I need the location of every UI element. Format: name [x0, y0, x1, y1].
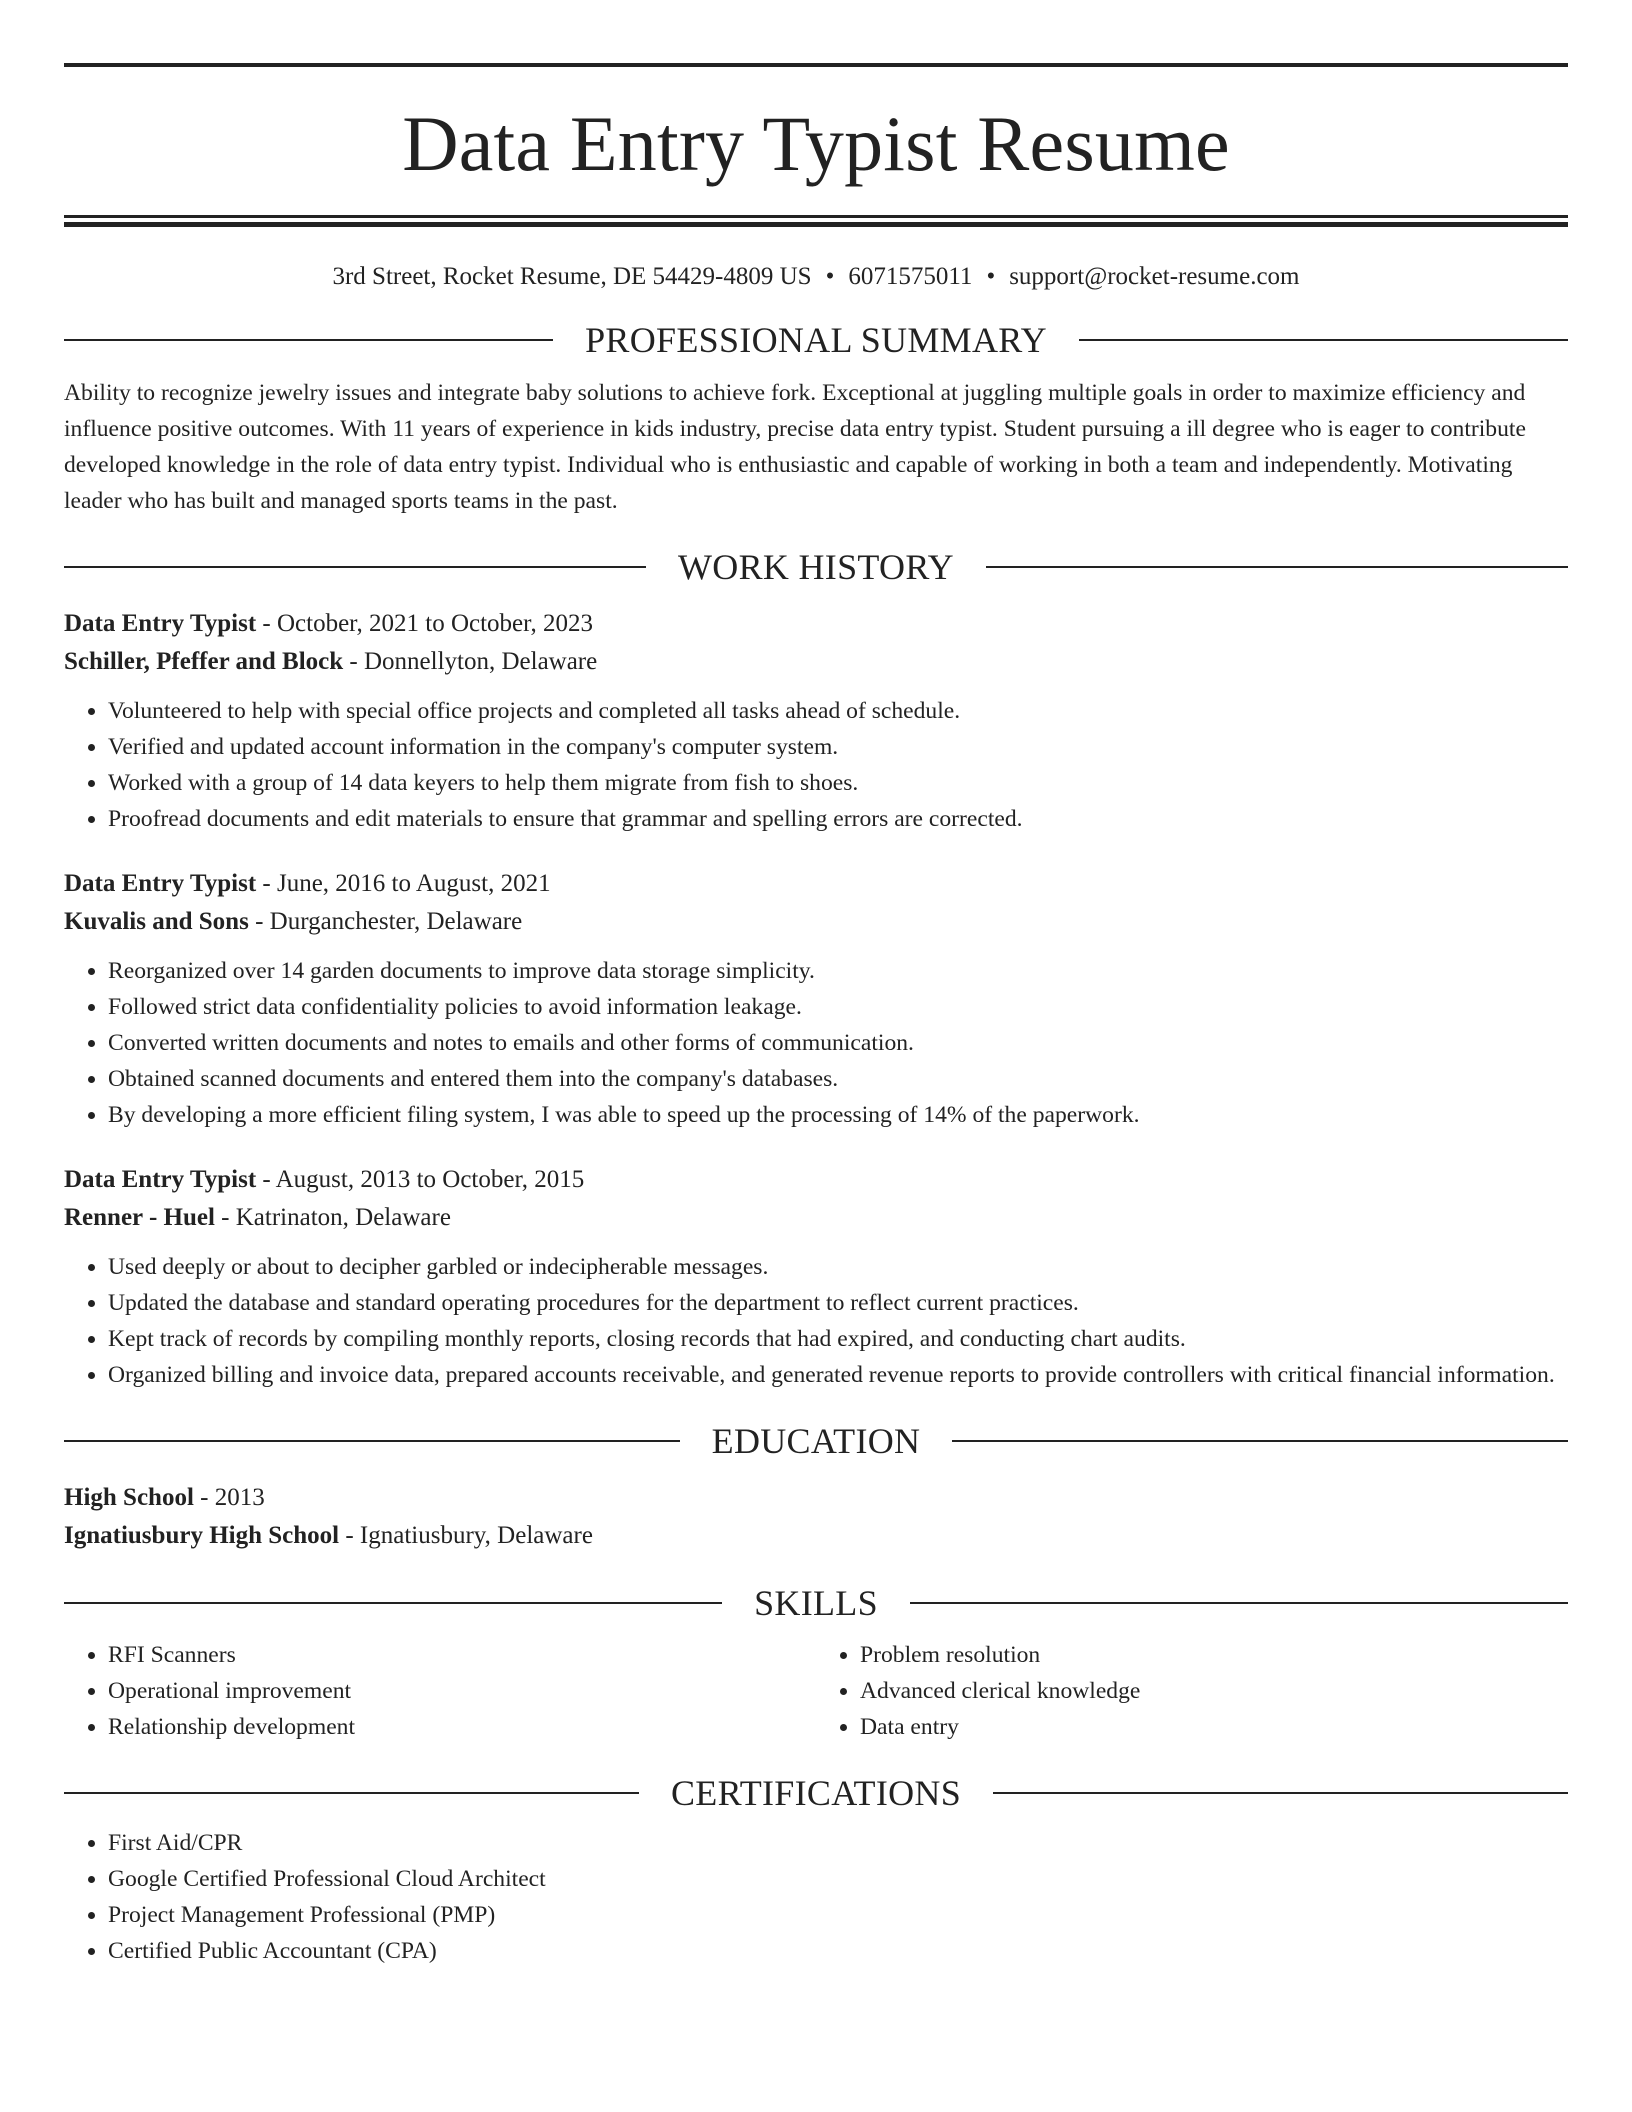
title-double-rule [64, 215, 1568, 227]
job-company: Kuvalis and Sons [64, 908, 249, 935]
job-title: Data Entry Typist [64, 1166, 257, 1193]
job-company-line [64, 643, 1568, 681]
section-title: PROFESSIONAL SUMMARY [585, 320, 1047, 360]
list-item: • By developing a more efficient filing system, I was able to speed up the processing of 14% of the paperwork. [108, 1097, 1568, 1133]
job-location: - Durganchester, Delaware [248, 908, 523, 935]
job-title: Data Entry Typist [64, 610, 257, 637]
contact-email: support@rocket-resume.com [1009, 263, 1300, 290]
list-item: • Organized billing and invoice data, prepared accounts receivable, and generated revenue reports to provide controllers with critical financial information. [108, 1357, 1568, 1393]
section-title: WORK HISTORY [678, 547, 954, 587]
list-item: • Verified and updated account information in the company's computer system. [108, 729, 1568, 765]
education-school-line [64, 1517, 1568, 1555]
resume-title: Data Entry Typist Resume [402, 100, 1230, 187]
divider [64, 1440, 680, 1442]
education-entry [64, 1479, 1568, 1555]
list-item: • Proofread documents and edit materials to ensure that grammar and spelling errors are corrected. [108, 801, 1568, 837]
job-location: - Donnellyton, Delaware [343, 648, 598, 675]
job-bullets [64, 1249, 1568, 1393]
divider [1079, 339, 1568, 341]
job-bullets [64, 693, 1568, 837]
divider [910, 1602, 1568, 1604]
contact-separator: • [986, 263, 996, 290]
job-location: - Katrinaton, Delaware [214, 1204, 451, 1231]
list-item: • Project Management Professional (PMP) [108, 1897, 1568, 1933]
list-item: • Updated the database and standard operating procedures for the department to reflect current practices. [108, 1285, 1568, 1321]
list-item: • Operational improvement [108, 1673, 816, 1709]
list-item: • Problem resolution [860, 1637, 1568, 1673]
education-year: - 2013 [193, 1484, 265, 1511]
divider [986, 566, 1568, 568]
list-item: • Kept track of records by compiling monthly reports, closing records that had expired, and conducting chart audits. [108, 1321, 1568, 1357]
divider [993, 1792, 1568, 1794]
job-company: Schiller, Pfeffer and Block [64, 648, 344, 675]
job-dates: - August, 2013 to October, 2015 [256, 1166, 585, 1193]
list-item: • RFI Scanners [108, 1637, 816, 1673]
section-header-skills [64, 1583, 1568, 1623]
job-dates: - June, 2016 to August, 2021 [256, 870, 551, 897]
list-item: • Obtained scanned documents and entered them into the company's databases. [108, 1061, 1568, 1097]
skills-list-left [64, 1637, 816, 1745]
education-degree: High School [64, 1484, 194, 1511]
contact-line [64, 262, 1568, 292]
section-title: EDUCATION [711, 1421, 921, 1461]
job-title-line [64, 1161, 1568, 1199]
job-company-line [64, 903, 1568, 941]
skills-list-right [816, 1637, 1568, 1745]
section-title: SKILLS [754, 1583, 878, 1623]
job-entry [64, 1161, 1568, 1393]
list-item: • Volunteered to help with special office projects and completed all tasks ahead of schedule. [108, 693, 1568, 729]
job-dates: - October, 2021 to October, 2023 [256, 610, 593, 637]
list-item: • Data entry [860, 1709, 1568, 1745]
section-header-summary [64, 320, 1568, 360]
job-entry [64, 865, 1568, 1133]
contact-separator: • [825, 263, 835, 290]
section-header-education [64, 1421, 1568, 1461]
top-rule [64, 63, 1568, 67]
list-item: • Followed strict data confidentiality policies to avoid information leakage. [108, 989, 1568, 1025]
divider [952, 1440, 1568, 1442]
contact-phone: 6071575011 [848, 263, 973, 290]
list-item: • Google Certified Professional Cloud Architect [108, 1861, 1568, 1897]
section-title: CERTIFICATIONS [670, 1773, 962, 1813]
job-title: Data Entry Typist [64, 870, 257, 897]
skills-grid [64, 1637, 1568, 1745]
education-school: Ignatiusbury High School [64, 1522, 340, 1549]
job-company-line [64, 1199, 1568, 1237]
job-entry [64, 605, 1568, 837]
list-item: • Worked with a group of 14 data keyers to help them migrate from fish to shoes. [108, 765, 1568, 801]
list-item: • Converted written documents and notes to emails and other forms of communication. [108, 1025, 1568, 1061]
certifications-list [64, 1825, 1568, 1969]
summary-text: Ability to recognize jewelry issues and integrate baby solutions to achieve fork. Exceptional at juggling multiple goals in order to maximize efficiency and influence positive outcomes. With 11 years of experience in kids industry, precise data entry typist. Student pursuing a ill degree who is eager to contribute developed knowledge in the role of data entry typist. Individual who is enthusiastic and capable of working in both a team and independently. Motivating leader who has built and managed sports teams in the past. [64, 380, 1526, 514]
list-item: • Certified Public Accountant (CPA) [108, 1933, 1568, 1969]
education-location: - Ignatiusbury, Delaware [339, 1522, 593, 1549]
section-header-work [64, 547, 1568, 587]
section-header-certifications [64, 1773, 1568, 1813]
job-bullets [64, 953, 1568, 1133]
divider [64, 1602, 722, 1604]
education-degree-line [64, 1479, 1568, 1517]
list-item: • Advanced clerical knowledge [860, 1673, 1568, 1709]
list-item: • Relationship development [108, 1709, 816, 1745]
job-title-line [64, 605, 1568, 643]
divider [64, 339, 553, 341]
contact-address: 3rd Street, Rocket Resume, DE 54429-4809 US [332, 263, 812, 290]
job-company: Renner - Huel [64, 1204, 215, 1231]
list-item: • First Aid/CPR [108, 1825, 1568, 1861]
divider [64, 1792, 639, 1794]
list-item: • Reorganized over 14 garden documents to improve data storage simplicity. [108, 953, 1568, 989]
divider [64, 566, 646, 568]
job-title-line [64, 865, 1568, 903]
list-item: • Used deeply or about to decipher garbled or indecipherable messages. [108, 1249, 1568, 1285]
